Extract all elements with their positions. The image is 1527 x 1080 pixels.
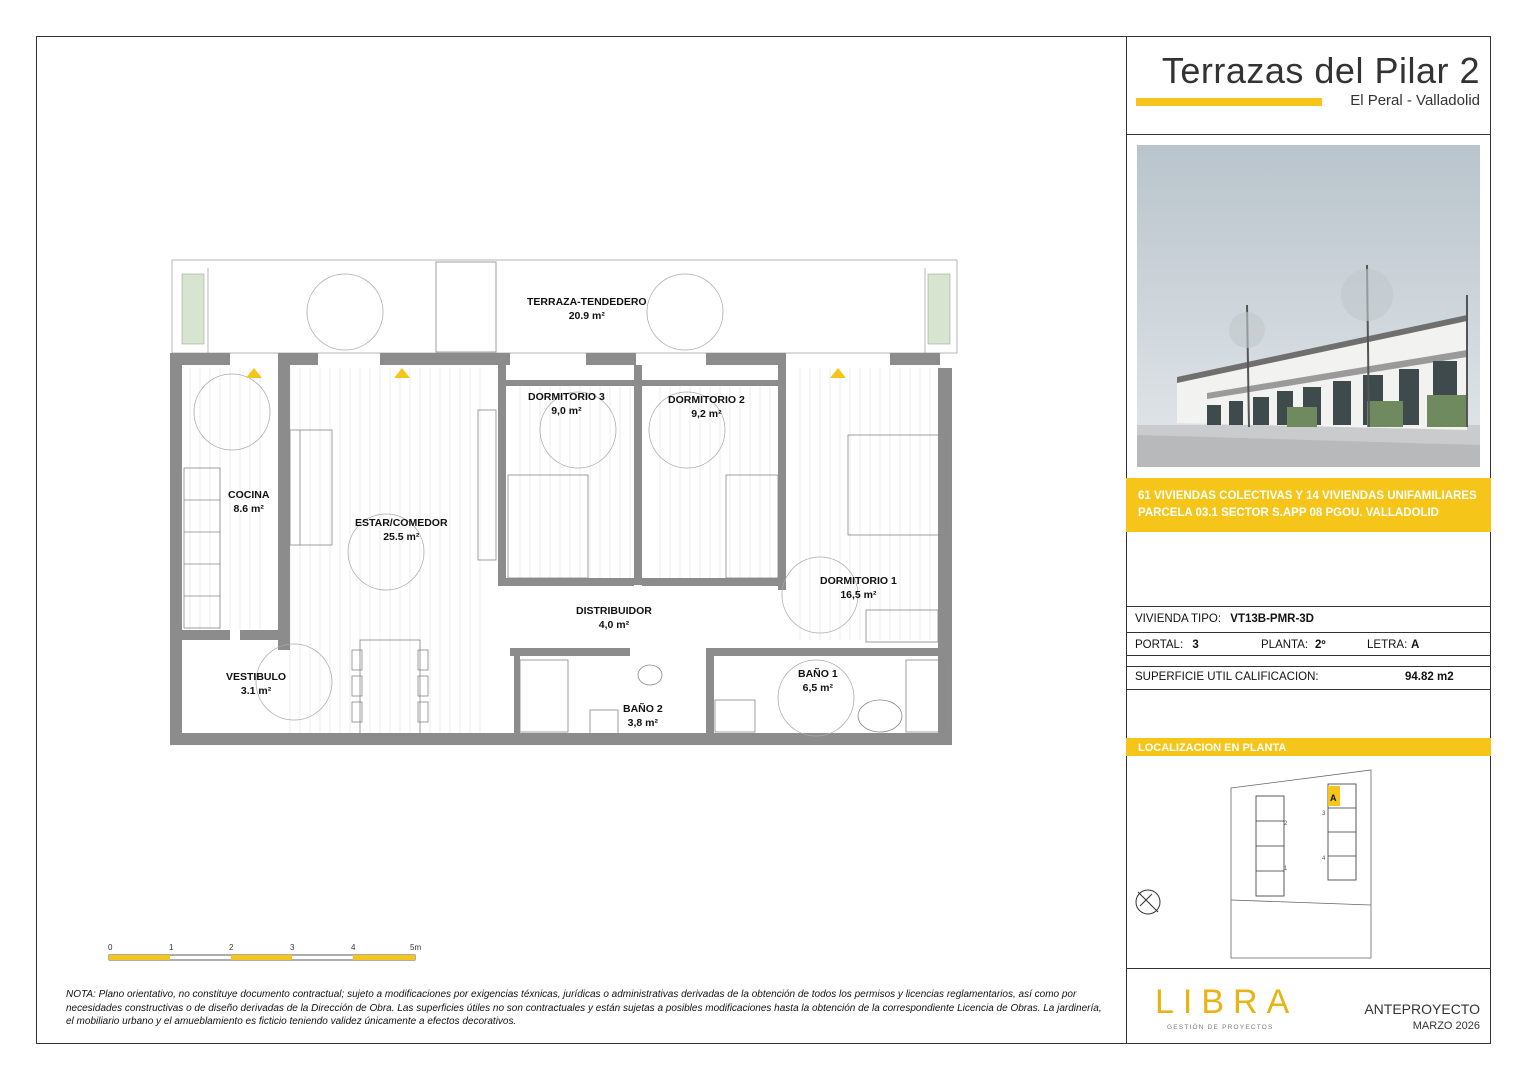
room-area: 3.1 m²	[240, 685, 272, 697]
location-title: LOCALIZACION EN PLANTA	[1126, 738, 1491, 756]
tipo-value: VT13B-PMR-3D	[1230, 613, 1314, 625]
portal-value: 3	[1192, 639, 1199, 651]
room-name: BAÑO 2	[623, 703, 663, 715]
room-name: DISTRIBUIDOR	[576, 605, 652, 617]
superficie-label: SUPERFICIE UTIL CALIFICACION:	[1135, 671, 1319, 683]
scale-tick-0: 0	[108, 943, 113, 952]
project-phase: ANTEPROYECTO	[1364, 1001, 1480, 1017]
divider	[1126, 655, 1491, 656]
superficie-value: 94.82 m2	[1405, 671, 1454, 683]
north-arrow-icon	[1136, 890, 1160, 914]
scale-tick-3: 3	[290, 943, 295, 952]
building-render	[1137, 145, 1480, 467]
room-area: 4,0 m²	[598, 619, 630, 631]
scale-tick-1: 1	[169, 943, 174, 952]
disclaimer-note: NOTA: Plano orientativo, no constituye documento contractual; sujeto a modificaciones por exigencias téxnicas, jurídicas o administrativas derivadas de la obtención de todos los permisos y licencias reglamentarios, así como por necesidades constructivas o de diseño derivadas de la Dirección de Obra. Las superficies útiles no son contractuales y están sujetas a posibles modificaciones hasta la obtención de la correspondiente Licencia de Obras. La jardinería, el mobiliario urbano y el amueblamiento es ficticio teniendo validez únicamente a efectos decorativos.	[66, 989, 1102, 1027]
letra-label: LETRA:	[1367, 639, 1408, 651]
portal-row	[1135, 639, 1480, 651]
room-cocina	[228, 488, 269, 516]
room-name: ESTAR/COMEDOR	[355, 517, 448, 529]
room-area: 8.6 m²	[233, 503, 264, 515]
project-info-line1: 61 VIVIENDAS COLECTIVAS Y 14 VIVIENDAS UNIFAMILIARES	[1138, 490, 1477, 502]
key-plan	[1126, 760, 1491, 968]
superficie-row	[1135, 671, 1480, 683]
room-estar-comedor	[355, 516, 448, 544]
project-info-box	[1126, 478, 1491, 532]
project-date: MARZO 2026	[1412, 1020, 1480, 1032]
divider	[1126, 689, 1491, 690]
planta-value: 2º	[1315, 639, 1326, 651]
divider	[1126, 134, 1491, 135]
key-plan-number-3: 3	[1322, 811, 1326, 817]
key-plan-number-4: 4	[1322, 856, 1326, 862]
planta-label: PLANTA:	[1261, 639, 1309, 651]
key-plan-number-1: 1	[1284, 866, 1288, 872]
brand-logo: LIBRA	[1155, 983, 1299, 1021]
room-distribuidor	[576, 604, 652, 632]
divider	[1126, 968, 1491, 969]
room-terraza	[527, 295, 647, 323]
room-dormitorio-3	[528, 390, 605, 418]
scale-bar	[108, 954, 418, 962]
room-dormitorio-2	[668, 393, 745, 421]
key-plan-number-2: 2	[1284, 821, 1288, 827]
project-info-line2: PARCELA 03.1 SECTOR S.APP 08 PGOU. VALLADOLID	[1138, 507, 1439, 519]
room-name: VESTIBULO	[226, 671, 287, 683]
room-area: 16,5 m²	[840, 589, 877, 601]
scale-tick-5: 5m	[410, 943, 422, 952]
room-name: DORMITORIO 2	[668, 394, 745, 406]
vivienda-tipo-row	[1135, 613, 1314, 625]
room-area: 20.9 m²	[568, 310, 605, 322]
room-area: 3,8 m²	[627, 717, 659, 729]
divider	[1126, 606, 1491, 607]
scale-tick-2: 2	[229, 943, 234, 952]
room-area: 9,2 m²	[691, 408, 722, 420]
scale-tick-4: 4	[351, 943, 356, 952]
room-vestibulo	[226, 670, 286, 698]
key-plan-marker: A	[1330, 793, 1337, 803]
room-name: DORMITORIO 3	[528, 391, 605, 403]
room-area: 25.5 m²	[383, 531, 420, 543]
project-subtitle: El Peral - Valladolid	[1350, 92, 1480, 109]
brand-subtitle: GESTIÓN DE PROYECTOS	[1167, 1024, 1274, 1031]
room-name: BAÑO 1	[798, 668, 838, 680]
room-area: 6,5 m²	[802, 682, 834, 694]
room-dormitorio-1	[820, 574, 897, 602]
room-name: DORMITORIO 1	[820, 575, 897, 587]
divider	[1126, 666, 1491, 667]
room-area: 9,0 m²	[551, 405, 582, 417]
portal-label: PORTAL:	[1135, 639, 1184, 651]
room-bano-2	[623, 702, 663, 730]
room-bano-1	[798, 667, 838, 695]
letra-value: A	[1411, 639, 1420, 651]
tipo-label: VIVIENDA TIPO:	[1135, 613, 1222, 625]
room-name: TERRAZA-TENDEDERO	[527, 296, 647, 308]
room-name: COCINA	[228, 489, 270, 501]
title-accent-bar	[1136, 98, 1322, 106]
project-title: Terrazas del Pilar 2	[1161, 50, 1480, 91]
divider	[1126, 632, 1491, 633]
